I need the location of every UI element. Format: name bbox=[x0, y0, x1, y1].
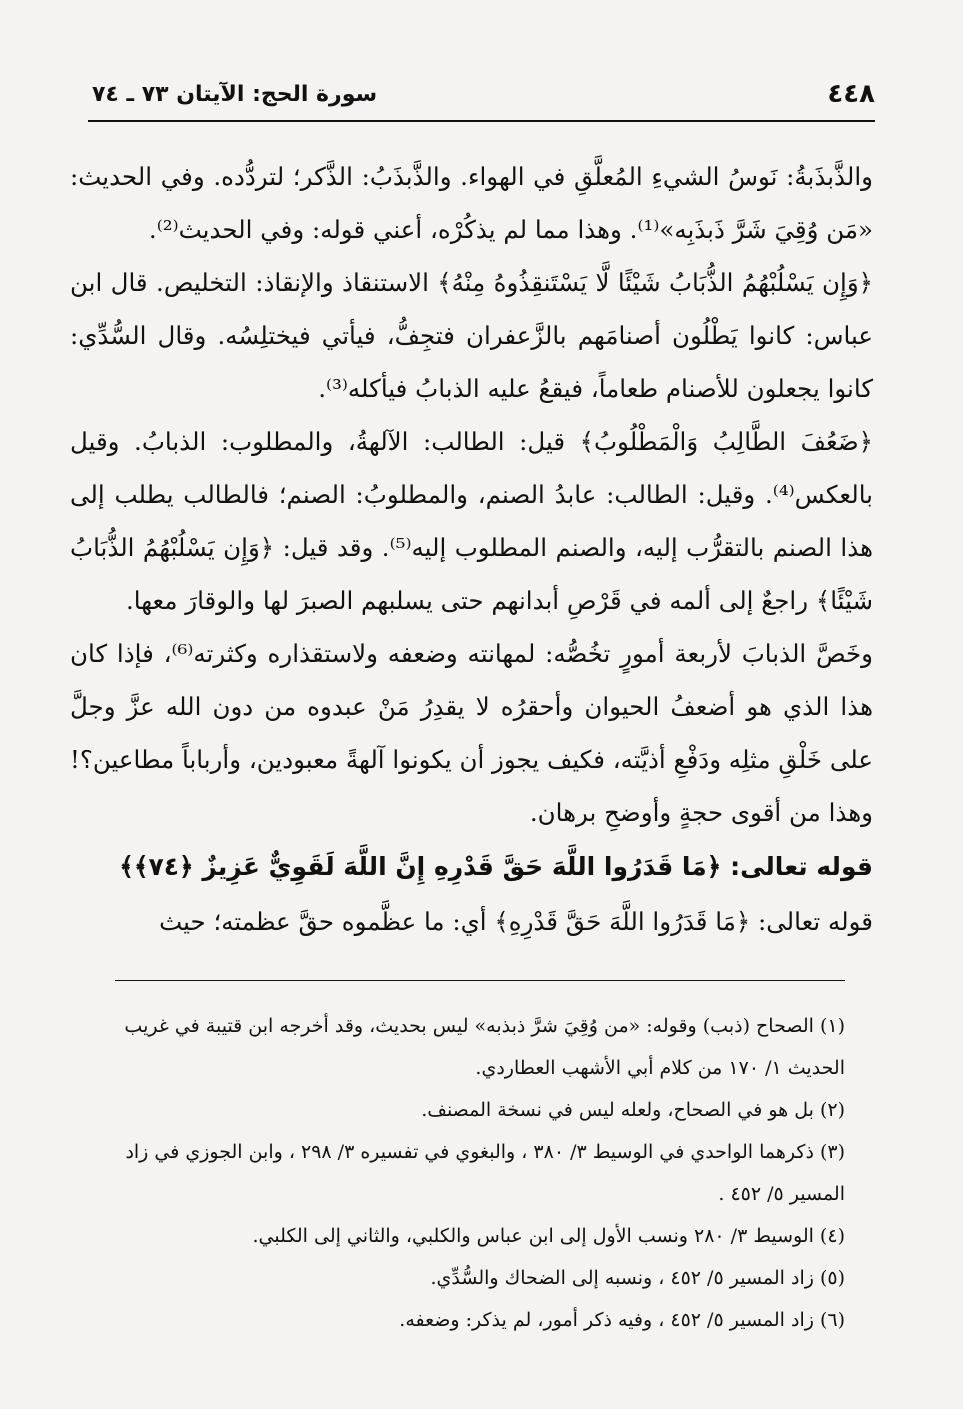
footnotes bbox=[70, 1005, 845, 1341]
footnote: (٢) بل هو في الصحاح، ولعله ليس في نسخة المصنف. bbox=[421, 1099, 845, 1121]
footnote: (٥) زاد المسير ٥/ ٤٥٢ ، ونسبه إلى الضحاك والسُّدِّي. bbox=[430, 1267, 845, 1289]
footnote: (١) الصحاح (ذبب) وقوله: «من وُقِيَ شرَّ ذبذبه» ليس بحديث، وقد أخرجه ابن قتيبة في غريب الحديث ١/ ١٧٠ من كلام أبي الأشهب العطاردي. bbox=[124, 1015, 845, 1079]
paragraph: ﴿وَإِن يَسْلُبْهُمُ الذُّبَابُ شَيْئًا لَّا يَسْتَنقِذُوهُ مِنْهُ﴾ الاستنقاذ والإنقاذ: التخليص. قال ابن عباس: كانوا يَطْلُون أصنامَهم بالزَّعفران فتجِفُّ، فيأتي فيختلِسُه. وقال السُّدِّي: كانوا يجعلون للأصنام طعاماً، فيقعُ عليه الذبابُ فيأكله⁽³⁾. bbox=[70, 268, 873, 403]
running-title: سورة الحج: الآيتان ٧٣ ـ ٧٤ bbox=[92, 81, 378, 107]
paragraph: والذَّبذَبةُ: نَوسُ الشيءِ المُعلَّقِ في الهواء. والذَّبذَبُ: الذَّكر؛ لتردُّده. وفي الحديث: «مَن وُقِيَ شَرَّ ذَبذَبِه»⁽¹⁾. وهذا مما لم يذكُرْه، أعني قوله: وفي الحديث⁽²⁾. bbox=[70, 162, 873, 244]
footnote: (٤) الوسيط ٣/ ٢٨٠ ونسب الأول إلى ابن عباس والكلبي، والثاني إلى الكلبي. bbox=[252, 1225, 845, 1247]
footnote: (٦) زاد المسير ٥/ ٤٥٢ ، وفيه ذكر أمور، لم يذكر: وضعفه. bbox=[399, 1309, 845, 1331]
verse-heading: قوله تعالى: ﴿مَا قَدَرُوا اللَّهَ حَقَّ قَدْرِهِ إِنَّ اللَّهَ لَقَوِيٌّ عَزِيزٌ ﴿٧٤﴾﴾ bbox=[119, 852, 873, 881]
footnote-rule bbox=[115, 980, 845, 981]
page-header bbox=[92, 72, 875, 116]
footnote: (٣) ذكرهما الواحدي في الوسيط ٣/ ٣٨٠ ، والبغوي في تفسيره ٣/ ٢٩٨ ، وابن الجوزي في زاد المسير ٥/ ٤٥٢ . bbox=[125, 1141, 845, 1205]
paragraph: قوله تعالى: ﴿مَا قَدَرُوا اللَّهَ حَقَّ قَدْرِهِ﴾ أي: ما عظَّموه حقَّ عظمته؛ حيث bbox=[159, 907, 873, 936]
main-text bbox=[70, 150, 873, 948]
header-rule bbox=[88, 120, 875, 122]
paragraph: ﴿ضَعُفَ الطَّالِبُ وَالْمَطْلُوبُ﴾ قيل: الطالب: الآلهةُ، والمطلوب: الذبابُ. وقيل بالعكس⁽⁴⁾. وقيل: الطالب: عابدُ الصنم، والمطلوبُ: الصنم؛ فالطالب يطلب إلى هذا الصنم بالتقرُّب إليه، والصنم المطلوب إليه⁽⁵⁾. وقد قيل: ﴿وَإِن يَسْلُبْهُمُ الذُّبَابُ شَيْئًا﴾ راجعٌ إلى ألمه في قَرْصِ أبدانهم حتى يسلبهم الصبرَ لها والوقارَ معها. bbox=[70, 427, 873, 615]
paragraph: وخَصَّ الذبابَ لأربعة أمورٍ تخُصُّه: لمهانته وضعفه ولاستقذاره وكثرته⁽⁶⁾، فإذا كان هذا الذي هو أضعفُ الحيوان وأحقرُه لا يقدِرُ مَنْ عبدوه من دون الله عزَّ وجلَّ على خَلْقِ مثلِه ودَفْعِ أذيَّته، فكيف يجوز أن يكونوا آلهةً معبودين، وأرباباً مطاعين؟! وهذا من أقوى حجةٍ وأوضحِ برهان. bbox=[70, 639, 873, 827]
page-number: ٤٤٨ bbox=[827, 79, 875, 109]
